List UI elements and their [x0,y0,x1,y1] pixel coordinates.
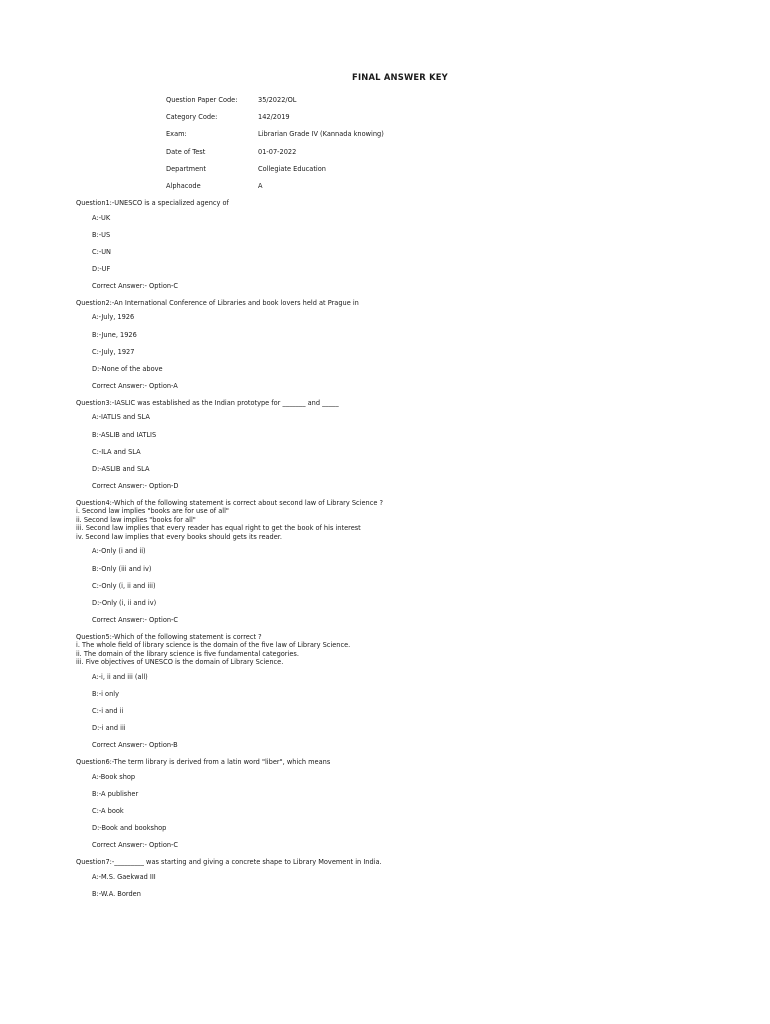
answer-option: D:-None of the above [92,364,163,373]
meta-value: Collegiate Education [258,164,326,173]
correct-answer: Correct Answer:- Option-D [92,481,179,490]
question-text: Question7:-_________ was starting and giving a concrete shape to Library Movement in India. [76,858,382,867]
answer-option: B:-US [92,230,111,239]
exam-metadata [166,96,384,199]
correct-answer: Correct Answer:- Option-C [92,281,179,290]
meta-row [166,130,384,147]
question-text: Question2:-An International Conference of Libraries and book lovers held at Prague in [76,298,359,307]
page-title-text: FINAL ANSWER KEY [352,72,448,82]
answer-option: C:-July, 1927 [92,347,135,356]
answer-option: B:-Only (iii and iv) [92,564,152,573]
answer-option: D:-Book and bookshop [92,824,167,833]
meta-label: Exam: [166,130,187,139]
answer-option: C:-Only (i, ii and iii) [92,581,156,590]
answer-option: D:-Only (i, ii and iv) [92,598,157,607]
answer-option: A:-M.S. Gaekwad III [92,872,156,881]
answer-option: A:-Book shop [92,772,136,781]
question-block [76,499,756,633]
meta-value: 35/2022/OL [258,96,297,104]
meta-row [166,165,384,182]
answer-option: D:-ASLIB and SLA [92,464,150,473]
meta-value: A [258,181,263,190]
meta-label: Date of Test [166,147,206,156]
correct-answer: Correct Answer:- Option-C [92,615,179,624]
answer-option: C:-A book [92,807,124,816]
meta-label: Department [166,164,206,173]
answer-option: A:-UK [92,213,111,222]
correct-answer: Correct Answer:- Option-C [92,841,179,850]
answer-option: B:-ASLIB and IATLIS [92,430,157,439]
meta-row [166,182,384,199]
meta-row [166,113,384,130]
answer-option: C:-ILA and SLA [92,447,141,456]
answer-option: A:-i, ii and iii (all) [92,672,148,681]
question-block [76,399,756,499]
question-block [76,299,756,399]
correct-answer: Correct Answer:- Option-A [92,381,178,390]
question-block [76,758,756,858]
meta-row [166,96,384,113]
meta-row [166,148,384,165]
question-text: Question4:-Which of the following statement is correct about second law of Library Science ? i. Second law implies "books are for use of all" ii. Second law implies "books for all" iii. Second law implies that every reader has equal right to get the book of his interest iv. Second law implies that every books should gets its reader. [76,498,384,541]
meta-value: 01-07-2022 [258,147,297,156]
meta-value: 142/2019 [258,113,290,122]
correct-answer: Correct Answer:- Option-B [92,741,178,750]
answer-option: B:-June, 1926 [92,330,137,339]
page-title [0,73,770,82]
meta-label: Question Paper Code: [166,96,238,104]
question-text: Question3:-IASLIC was established as the Indian prototype for _______ and _____ [76,398,339,407]
answer-option: C:-i and ii [92,707,124,716]
meta-label: Category Code: [166,113,218,122]
answer-option: D:-i and iii [92,724,126,733]
meta-value: Librarian Grade IV (Kannada knowing) [258,130,384,139]
question-block [76,633,756,758]
question-text: Question1:-UNESCO is a specialized agency of [76,199,229,207]
answer-option: B:-W.A. Borden [92,889,141,898]
question-block [76,858,756,907]
question-text: Question5:-Which of the following statement is correct ? i. The whole field of library science is the domain of the five law of Library Science. ii. The domain of the library science is five fundamental categories. iii. Five objectives of UNESCO is the domain of Library Science. [76,632,351,667]
question-text: Question6:-The term library is derived from a latin word "liber", which means [76,758,331,767]
question-list [76,199,756,907]
answer-option: B:-A publisher [92,789,139,798]
answer-option: A:-Only (i and ii) [92,547,146,556]
answer-option: D:-UF [92,264,111,273]
question-block [76,199,756,299]
answer-option: A:-July, 1926 [92,313,135,322]
answer-option: C:-UN [92,247,111,256]
answer-option: A:-IATLIS and SLA [92,413,150,422]
answer-option: B:-i only [92,689,119,698]
meta-label: Alphacode [166,181,201,190]
